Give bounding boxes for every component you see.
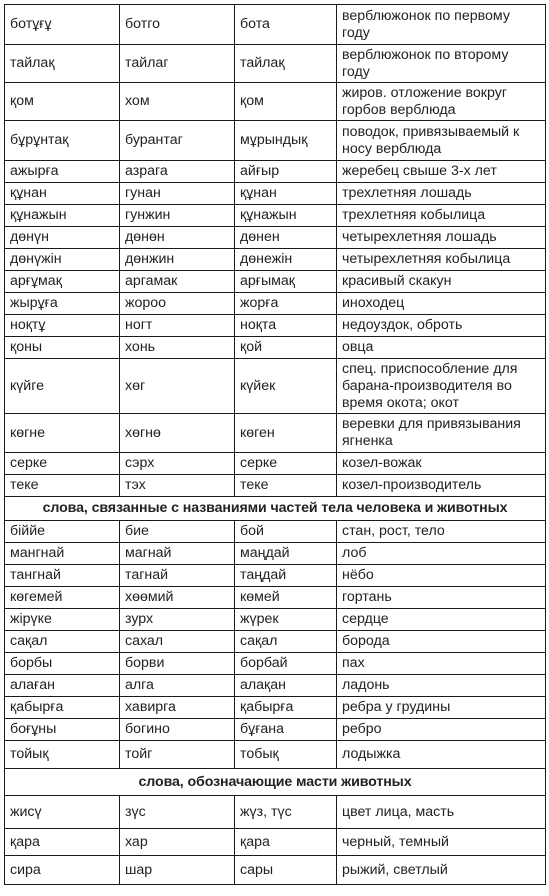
table-row	[5, 359, 546, 414]
word-col-2-cell: хом	[120, 83, 235, 121]
word-col-3-cell: алақан	[235, 675, 337, 697]
translation-cell: спец. приспособление для барана-производителя во время окота; окот	[337, 359, 546, 414]
word-col-2-cell: дөнжин	[120, 249, 235, 271]
word-col-2-cell: ботго	[120, 5, 235, 45]
word-col-3-cell: жорға	[235, 293, 337, 315]
word-col-2-cell: бурантаг	[120, 121, 235, 161]
translation-cell: трехлетняя лошадь	[337, 183, 546, 205]
word-col-2-cell: тайлаг	[120, 45, 235, 83]
word-col-3-cell: қом	[235, 83, 337, 121]
word-col-1-cell: арғұмақ	[5, 271, 120, 293]
section-header-row	[5, 497, 546, 521]
word-col-2-cell: хавирга	[120, 697, 235, 719]
table-row	[5, 521, 546, 543]
word-col-2-cell: тагнай	[120, 565, 235, 587]
table-row	[5, 249, 546, 271]
word-col-3-cell: борбай	[235, 653, 337, 675]
word-col-1-cell: сира	[5, 856, 120, 885]
word-col-3-cell: құнан	[235, 183, 337, 205]
vocabulary-table-body	[5, 5, 546, 885]
table-row	[5, 315, 546, 337]
word-col-1-cell: көгемей	[5, 587, 120, 609]
word-col-2-cell: хар	[120, 829, 235, 856]
word-col-2-cell: тэх	[120, 475, 235, 497]
word-col-3-cell: мұрындық	[235, 121, 337, 161]
translation-cell: цвет лица, масть	[337, 796, 546, 829]
translation-cell: ребро	[337, 719, 546, 741]
word-col-2-cell: хонь	[120, 337, 235, 359]
translation-cell: четырехлетняя кобылица	[337, 249, 546, 271]
word-col-1-cell: алаған	[5, 675, 120, 697]
translation-cell: четырехлетняя лошадь	[337, 227, 546, 249]
translation-cell: сердце	[337, 609, 546, 631]
word-col-1-cell: дөнүжін	[5, 249, 120, 271]
word-col-3-cell: сары	[235, 856, 337, 885]
word-col-1-cell: тайлақ	[5, 45, 120, 83]
translation-cell: козел-вожак	[337, 453, 546, 475]
translation-cell: верблюжонок по первому году	[337, 5, 546, 45]
table-row	[5, 565, 546, 587]
word-col-3-cell: айғыр	[235, 161, 337, 183]
word-col-1-cell: боғұны	[5, 719, 120, 741]
translation-cell: козел-производитель	[337, 475, 546, 497]
table-row	[5, 271, 546, 293]
table-row	[5, 719, 546, 741]
word-col-2-cell: сэрх	[120, 453, 235, 475]
word-col-2-cell: жороо	[120, 293, 235, 315]
word-col-3-cell: дөнен	[235, 227, 337, 249]
word-col-2-cell: гунан	[120, 183, 235, 205]
table-row	[5, 121, 546, 161]
word-col-1-cell: тойық	[5, 741, 120, 769]
table-row	[5, 796, 546, 829]
word-col-1-cell: құнан	[5, 183, 120, 205]
word-col-3-cell: қой	[235, 337, 337, 359]
table-row	[5, 5, 546, 45]
word-col-3-cell: серке	[235, 453, 337, 475]
table-row	[5, 475, 546, 497]
word-col-1-cell: қоны	[5, 337, 120, 359]
word-col-1-cell: серке	[5, 453, 120, 475]
word-col-2-cell: богино	[120, 719, 235, 741]
section-header: слова, обозначающие масти животных	[5, 769, 546, 796]
section-header-row	[5, 769, 546, 796]
table-row	[5, 829, 546, 856]
word-col-3-cell: жүз, түс	[235, 796, 337, 829]
word-col-2-cell: хөөмий	[120, 587, 235, 609]
table-row	[5, 697, 546, 719]
word-col-1-cell: мангнай	[5, 543, 120, 565]
translation-cell: черный, темный	[337, 829, 546, 856]
table-row	[5, 675, 546, 697]
translation-cell: гортань	[337, 587, 546, 609]
translation-cell: нёбо	[337, 565, 546, 587]
table-row	[5, 543, 546, 565]
translation-cell: рыжий, светлый	[337, 856, 546, 885]
translation-cell: веревки для привязывания ягненка	[337, 414, 546, 453]
table-row	[5, 183, 546, 205]
word-col-3-cell: қара	[235, 829, 337, 856]
translation-cell: борода	[337, 631, 546, 653]
word-col-3-cell: маңдай	[235, 543, 337, 565]
table-row	[5, 83, 546, 121]
translation-cell: недоуздок, оброть	[337, 315, 546, 337]
word-col-2-cell: зүс	[120, 796, 235, 829]
word-col-1-cell: күйге	[5, 359, 120, 414]
table-row	[5, 337, 546, 359]
vocabulary-table	[4, 4, 546, 885]
word-col-1-cell: тангнай	[5, 565, 120, 587]
table-row	[5, 205, 546, 227]
word-col-1-cell: жисү	[5, 796, 120, 829]
word-col-3-cell: тайлақ	[235, 45, 337, 83]
translation-cell: лодыжка	[337, 741, 546, 769]
word-col-3-cell: таңдай	[235, 565, 337, 587]
table-row	[5, 414, 546, 453]
word-col-1-cell: ботұғұ	[5, 5, 120, 45]
table-row	[5, 227, 546, 249]
word-col-1-cell: борбы	[5, 653, 120, 675]
table-row	[5, 856, 546, 885]
translation-cell: пах	[337, 653, 546, 675]
word-col-1-cell: дөнүн	[5, 227, 120, 249]
word-col-3-cell: қабырға	[235, 697, 337, 719]
word-col-1-cell: қара	[5, 829, 120, 856]
word-col-2-cell: бие	[120, 521, 235, 543]
table-row	[5, 453, 546, 475]
word-col-2-cell: зурх	[120, 609, 235, 631]
word-col-2-cell: гунжин	[120, 205, 235, 227]
word-col-1-cell: ноқтұ	[5, 315, 120, 337]
word-col-3-cell: жүрек	[235, 609, 337, 631]
translation-cell: стан, рост, тело	[337, 521, 546, 543]
translation-cell: ребра у грудины	[337, 697, 546, 719]
word-col-3-cell: құнажын	[235, 205, 337, 227]
table-row	[5, 293, 546, 315]
word-col-2-cell: тойг	[120, 741, 235, 769]
word-col-2-cell: борви	[120, 653, 235, 675]
word-col-3-cell: теке	[235, 475, 337, 497]
table-row	[5, 741, 546, 769]
translation-cell: красивый скакун	[337, 271, 546, 293]
word-col-2-cell: хөгнө	[120, 414, 235, 453]
word-col-3-cell: көмей	[235, 587, 337, 609]
word-col-1-cell: қом	[5, 83, 120, 121]
word-col-1-cell: сақал	[5, 631, 120, 653]
word-col-3-cell: тобық	[235, 741, 337, 769]
table-row	[5, 653, 546, 675]
translation-cell: жеребец свыше 3-х лет	[337, 161, 546, 183]
word-col-2-cell: шар	[120, 856, 235, 885]
word-col-2-cell: хөг	[120, 359, 235, 414]
table-row	[5, 161, 546, 183]
translation-cell: лоб	[337, 543, 546, 565]
word-col-1-cell: жырұға	[5, 293, 120, 315]
word-col-1-cell: бұрұнтақ	[5, 121, 120, 161]
translation-cell: жиров. отложение вокруг горбов верблюда	[337, 83, 546, 121]
word-col-1-cell: біййе	[5, 521, 120, 543]
table-row	[5, 587, 546, 609]
word-col-3-cell: ноқта	[235, 315, 337, 337]
word-col-1-cell: қабырға	[5, 697, 120, 719]
table-row	[5, 631, 546, 653]
word-col-3-cell: арғымақ	[235, 271, 337, 293]
word-col-2-cell: магнай	[120, 543, 235, 565]
translation-cell: поводок, привязываемый к носу верблюда	[337, 121, 546, 161]
word-col-3-cell: күйек	[235, 359, 337, 414]
word-col-3-cell: бұғана	[235, 719, 337, 741]
table-row	[5, 609, 546, 631]
word-col-3-cell: бота	[235, 5, 337, 45]
word-col-2-cell: аргамак	[120, 271, 235, 293]
word-col-2-cell: ногт	[120, 315, 235, 337]
word-col-1-cell: теке	[5, 475, 120, 497]
table-row	[5, 45, 546, 83]
word-col-2-cell: дөнөн	[120, 227, 235, 249]
word-col-3-cell: сақал	[235, 631, 337, 653]
word-col-3-cell: бой	[235, 521, 337, 543]
section-header: слова, связанные с названиями частей тела человека и животных	[5, 497, 546, 521]
word-col-1-cell: ажырға	[5, 161, 120, 183]
word-col-3-cell: көген	[235, 414, 337, 453]
word-col-2-cell: алга	[120, 675, 235, 697]
translation-cell: иноходец	[337, 293, 546, 315]
translation-cell: трехлетняя кобылица	[337, 205, 546, 227]
translation-cell: ладонь	[337, 675, 546, 697]
word-col-1-cell: жірүке	[5, 609, 120, 631]
word-col-2-cell: сахал	[120, 631, 235, 653]
word-col-2-cell: азрага	[120, 161, 235, 183]
word-col-1-cell: құнажын	[5, 205, 120, 227]
translation-cell: верблюжонок по второму году	[337, 45, 546, 83]
word-col-1-cell: көгне	[5, 414, 120, 453]
word-col-3-cell: дөнежін	[235, 249, 337, 271]
translation-cell: овца	[337, 337, 546, 359]
